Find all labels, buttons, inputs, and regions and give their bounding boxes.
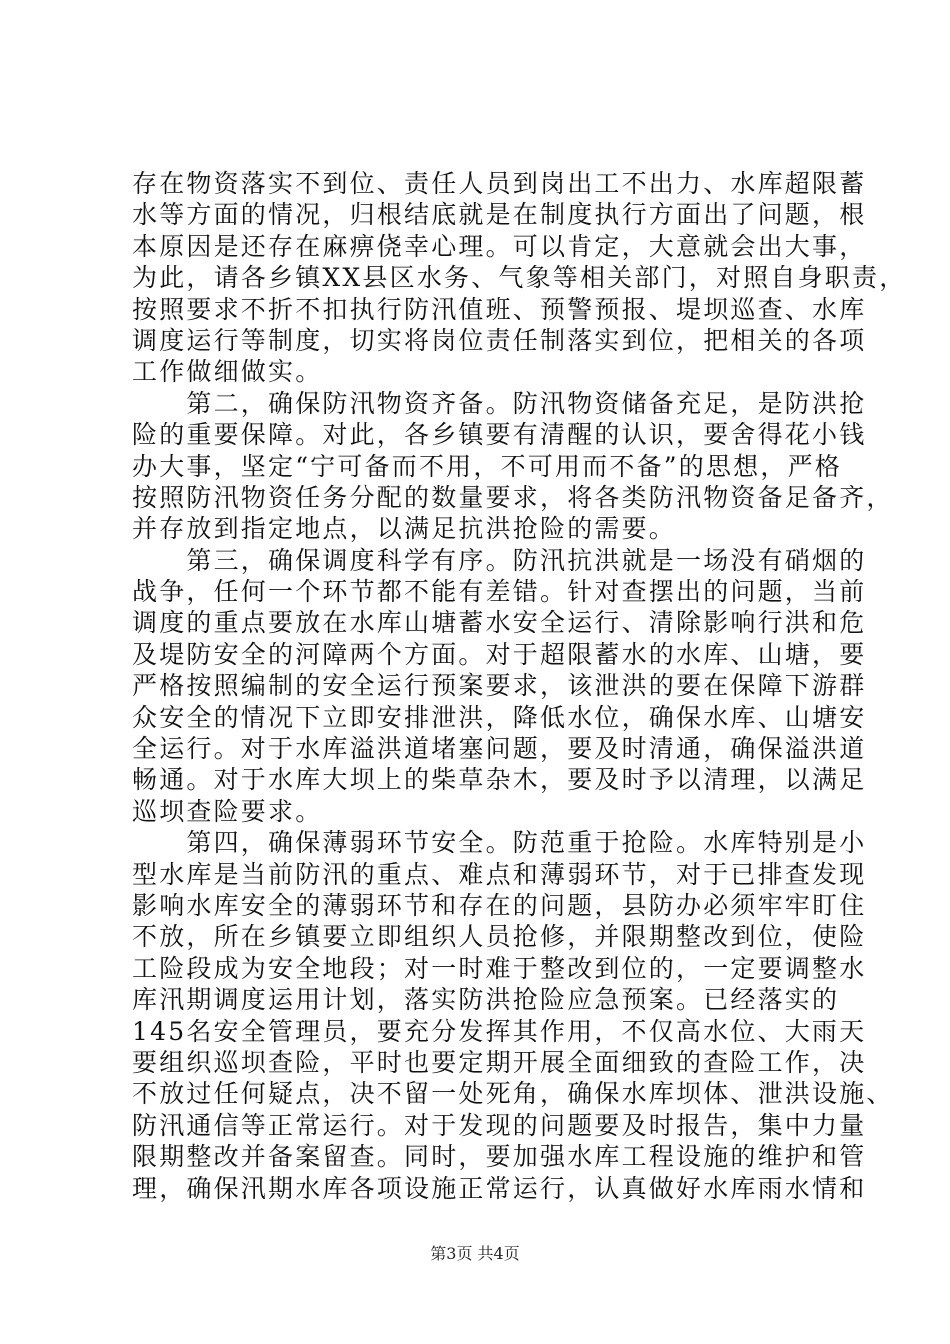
text-line: 第四，确保薄弱环节安全。防范重于抢险。水库特别是小 — [132, 828, 867, 858]
text-line: 型水库是当前防汛的重点、难点和薄弱环节，对于已排查发现 — [132, 859, 867, 889]
text-line: 第三，确保调度科学有序。防汛抗洪就是一场没有硝烟的 — [132, 545, 867, 575]
text-line: 众安全的情况下立即安排泄洪，降低水位，确保水库、山塘安 — [132, 702, 867, 732]
text-line: 水等方面的情况，归根结底就是在制度执行方面出了问题，根 — [132, 200, 867, 230]
page-number-footer: 第3页 共4页 — [430, 1244, 520, 1263]
text-line: 巡坝查险要求。 — [132, 796, 323, 826]
text-line: 按照要求不折不扣执行防汛值班、预警预报、堤坝巡查、水库 — [132, 294, 867, 324]
text-line: 为此，请各乡镇XX县区水务、气象等相关部门，对照自身职责， — [132, 263, 907, 293]
text-line: 并存放到指定地点，以满足抗洪抢险的需要。 — [132, 514, 677, 544]
text-line: 工作做细做实。 — [132, 357, 323, 387]
text-line: 本原因是还存在麻痹侥幸心理。可以肯定，大意就会出大事， — [132, 231, 867, 261]
text-line: 理，确保汛期水库各项设施正常运行，认真做好水库雨水情和 — [132, 1173, 867, 1203]
text-line: 战争，任何一个环节都不能有差错。针对查摆出的问题，当前 — [132, 577, 867, 607]
text-line: 存在物资落实不到位、责任人员到岗出工不出力、水库超限蓄 — [132, 169, 867, 198]
text-line: 及堤防安全的河障两个方面。对于超限蓄水的水库、山塘，要 — [132, 639, 867, 669]
text-line: 第二，确保防汛物资齐备。防汛物资储备充足，是防洪抢 — [132, 388, 867, 418]
text-line: 全运行。对于水库溢洪道堵塞问题，要及时清通，确保溢洪道 — [132, 734, 867, 764]
text-line: 要组织巡坝查险，平时也要定期开展全面细致的查险工作，决 — [132, 1047, 867, 1077]
text-line: 不放过任何疑点，决不留一处死角，确保水库坝体、泄洪设施、 — [132, 1079, 894, 1109]
text-line: 险的重要保障。对此，各乡镇要有清醒的认识，要舍得花小钱 — [132, 420, 867, 450]
body-text — [132, 168, 907, 1204]
text-line: 库汛期调度运用计划，落实防洪抢险应急预案。已经落实的 — [132, 985, 840, 1015]
text-line: 工险段成为安全地段；对一时难于整改到位的，一定要调整水 — [132, 953, 867, 983]
text-line: 145名安全管理员，要充分发挥其作用，不仅高水位、大雨天 — [132, 1016, 867, 1046]
text-line: 影响水库安全的薄弱环节和存在的问题，县防办必须牢牢盯住 — [132, 890, 867, 920]
text-line: 严格按照编制的安全运行预案要求，该泄洪的要在保障下游群 — [132, 671, 867, 701]
text-line: 防汛通信等正常运行。对于发现的问题要及时报告，集中力量 — [132, 1110, 867, 1140]
text-line: 调度的重点要放在水库山塘蓄水安全运行、清除影响行洪和危 — [132, 608, 867, 638]
text-line: 调度运行等制度，切实将岗位责任制落实到位，把相关的各项 — [132, 325, 867, 355]
text-line: 不放，所在乡镇要立即组织人员抢修，并限期整改到位，使险 — [132, 922, 867, 952]
text-line: 畅通。对于水库大坝上的柴草杂木，要及时予以清理，以满足 — [132, 765, 867, 795]
text-line: 限期整改并备案留查。同时，要加强水库工程设施的维护和管 — [132, 1142, 867, 1172]
text-line: 办大事，坚定“宁可备而不用，不可用而不备”的思想，严格 — [132, 451, 842, 481]
text-line: 按照防汛物资任务分配的数量要求，将各类防汛物资备足备齐， — [132, 482, 894, 512]
